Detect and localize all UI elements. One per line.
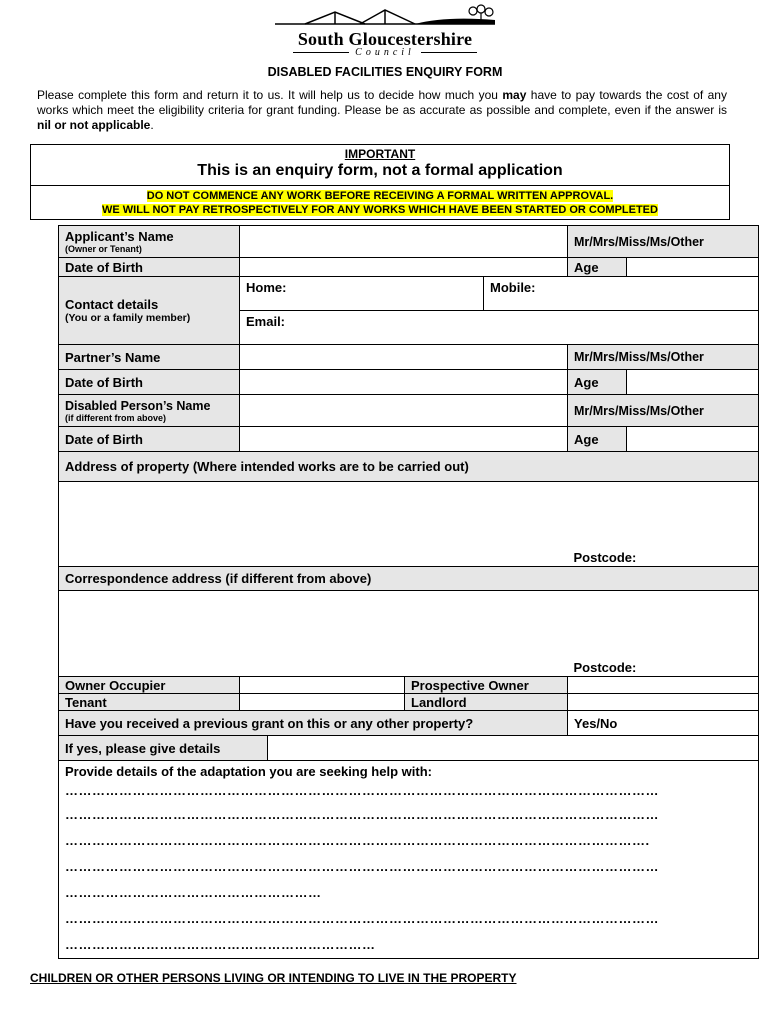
email-field[interactable]: Email: [240,311,759,345]
correspondence-address-label: Correspondence address (if different from above) [59,567,759,591]
applicant-age-label: Age [568,258,627,277]
disabled-name-label: Disabled Person’s Name (if different from above) [59,395,240,427]
partner-title-options[interactable]: Mr/Mrs/Miss/Ms/Other [568,345,759,370]
form-title: DISABLED FACILITIES ENQUIRY FORM [267,65,503,79]
disabled-dob-field[interactable] [240,427,568,452]
partner-name-field[interactable] [240,345,568,370]
property-address-field[interactable] [59,482,568,567]
important-warning [31,185,729,217]
applicant-name-field[interactable] [240,226,568,258]
owner-occupier-label: Owner Occupier [59,677,240,694]
council-rule-left [293,52,349,53]
important-heading: IMPORTANT [344,147,416,161]
enquiry-form-table [58,225,759,959]
previous-grant-details-field[interactable] [268,736,758,760]
dot-line-4: …………………………………………………………………………………………………………………… [65,859,659,874]
adaptation-details-field[interactable] [59,761,759,959]
applicant-dob-field[interactable] [240,258,568,277]
landlord-label: Landlord [405,694,568,711]
disabled-title-options[interactable]: Mr/Mrs/Miss/Ms/Other [568,395,759,427]
dot-line-6: …………………………………………………………………………………………………………………… [65,911,659,926]
important-notice [30,144,730,220]
prospective-owner-label: Prospective Owner [405,677,568,694]
council-sub [240,48,530,58]
disabled-dob-label: Date of Birth [59,427,240,452]
applicant-title-options[interactable]: Mr/Mrs/Miss/Ms/Other [568,226,759,258]
owner-occupier-field[interactable] [240,677,405,694]
partner-name-label: Partner’s Name [59,345,240,370]
dot-line-7: …………………………………………………………… [65,937,376,952]
applicant-dob-label: Date of Birth [59,258,240,277]
council-name: South Gloucestershire [297,29,473,49]
council-logo [240,4,530,66]
tenant-label: Tenant [59,694,240,711]
dot-line-1: …………………………………………………………………………………………………………………… [65,783,659,798]
property-address-label: Address of property (Where intended works are to be carried out) [59,452,759,482]
adaptation-label: Provide details of the adaptation you are seeking help with: [65,764,432,779]
landlord-field[interactable] [568,694,759,711]
correspondence-address-field[interactable] [59,591,568,677]
disabled-age-field[interactable] [627,427,759,452]
mobile-phone-field[interactable]: Mobile: [484,277,759,311]
disabled-age-label: Age [568,427,627,452]
dot-line-5: ………………………………………………… [65,885,322,900]
property-postcode-field[interactable]: Postcode: [568,482,759,567]
tenant-field[interactable] [240,694,405,711]
warning-line-1: DO NOT COMMENCE ANY WORK BEFORE RECEIVING A FORMAL WRITTEN APPROVAL. [146,190,614,202]
dot-line-3: …………………………………………………………………………………………………………………. [65,833,650,848]
disabled-name-field[interactable] [240,395,568,427]
council-rule-right [421,52,477,53]
applicant-age-field[interactable] [627,258,759,277]
partner-age-label: Age [568,370,627,395]
intro-text: Please complete this form and return it to us. It will help us to decide how much you may have to pay towards the cost of any works which meet the eligibility criteria for grant funding. Please be as accurate as possible and complete, even if the answer is nil or not applicable. [37,88,727,132]
partner-dob-label: Date of Birth [59,370,240,395]
important-subheading: This is an enquiry form, not a formal application [197,162,563,179]
previous-grant-yes-no[interactable]: Yes/No [568,711,759,736]
children-section-title: CHILDREN OR OTHER PERSONS LIVING OR INTENDING TO LIVE IN THE PROPERTY [30,971,517,985]
council-sub-text: Council [355,47,415,58]
bridge-logo-icon [265,4,505,28]
previous-grant-details-row [59,736,759,761]
partner-dob-field[interactable] [240,370,568,395]
contact-details-label: Contact details (You or a family member) [59,277,240,345]
partner-age-field[interactable] [627,370,759,395]
prospective-owner-field[interactable] [568,677,759,694]
previous-grant-label: Have you received a previous grant on this or any other property? [59,711,568,736]
previous-grant-details-label: If yes, please give details [59,736,268,760]
warning-line-2: WE WILL NOT PAY RETROSPECTIVELY FOR ANY WORKS WHICH HAVE BEEN STARTED OR COMPLETED [102,204,658,216]
applicant-name-label: Applicant’s Name (Owner or Tenant) [59,226,240,258]
correspondence-postcode-field[interactable]: Postcode: [568,591,759,677]
home-phone-field[interactable]: Home: [240,277,484,311]
dot-line-2: …………………………………………………………………………………………………………………… [65,807,659,822]
